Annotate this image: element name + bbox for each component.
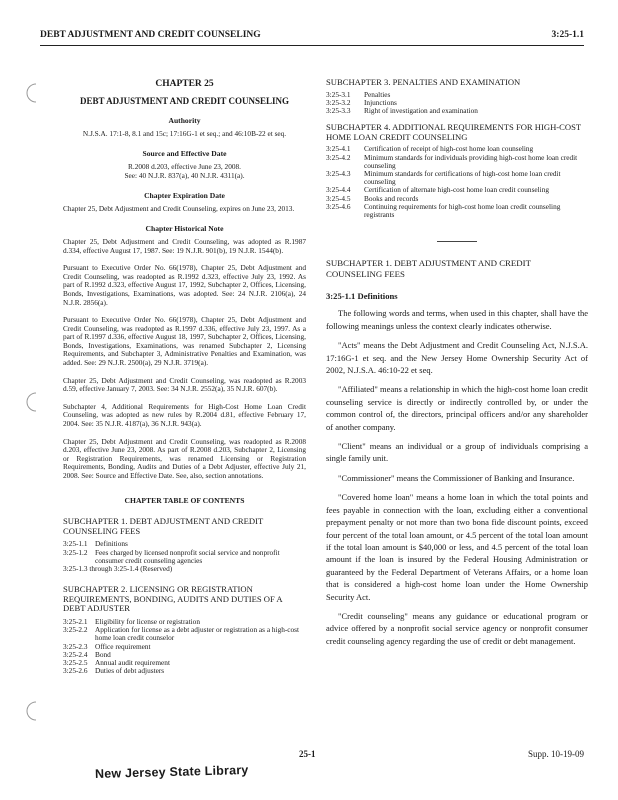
toc-heading: CHAPTER TABLE OF CONTENTS <box>124 495 245 505</box>
library-stamp: New Jersey State Library <box>94 762 249 782</box>
source-text-2: See: 40 N.J.R. 837(a), 40 N.J.R. 4311(a). <box>124 170 245 180</box>
history-paragraph: Subchapter 4, Additional Requirements for High-Cost Home Loan Credit Counseling, was adopted as new rules by R.2004 d.81, effective February 17, 2004. See: 35 N.J.R. 4187(a), 36 N.J.R. 943(a). <box>63 401 306 429</box>
expiration-heading: Chapter Expiration Date <box>144 191 225 201</box>
definition-paragraph: "Commissioner" means the Commissioner of Banking and Insurance. <box>338 472 575 483</box>
expiration-text: Chapter 25, Debt Adjustment and Credit Counseling, expires on June 23, 2013. <box>63 203 295 213</box>
definition-paragraph: "Covered home loan" means a home loan in which the total points and fees payable in connection with the loan, excluding either a conventional prepayment penalty or not more than two bona fide discount points, exceed four percent of the total loan amount, or 4.5 percent of the total loan amount if the total loan amount is $40,000 or less, and 4.5 percent of the total loan amount if the loan is insured by the Federal Housing Administration or guaranteed by the Federal Department of Veterans Affairs, or a home loan that is considered a high-cost home loan under the Home Ownership Security Act. <box>326 492 588 602</box>
punch-hole-top <box>22 82 42 104</box>
toc-entry: 3:25-2.4 Bond <box>63 649 111 659</box>
toc-entry: 3:25-2.2 Application for license as a debt adjuster or registration as a high-cost home loan credit counselor <box>63 625 300 643</box>
toc-subchapter-4-heading: SUBCHAPTER 4. ADDITIONAL REQUIREMENTS FOR HIGH-COST HOME LOAN CREDIT COUNSELING <box>326 122 581 142</box>
history-paragraph: Pursuant to Executive Order No. 66(1978), Chapter 25, Debt Adjustment and Credit Counseling, was readopted as R.1997 d.336, effective July 23, 1997. As a part of R.1997 d.336, effective August 18, 1997, Subchapter 2, Offices, Licensing, Bonds, Investigations, Examinations, was renamed Subchapter 2, Licensing Requirements, and Subchapter 3, Administrative Penalties and Examination, was added. See: 29 N.J.R. 2500(a), 29 N.J.R. 3719(a). <box>63 315 306 368</box>
punch-hole-middle <box>22 391 42 413</box>
definition-paragraph: "Credit counseling" means any guidance or educational program or advice offered by a nonprofit social service agency or nonprofit consumer credit counseling agency regarding the use of credit or debt management. <box>326 610 588 646</box>
running-header-section: 3:25-1.1 <box>551 30 584 40</box>
source-text-1: R.2008 d.203, effective June 23, 2008. <box>128 161 241 171</box>
source-heading: Source and Effective Date <box>142 149 227 159</box>
history-heading: Chapter Historical Note <box>145 224 224 234</box>
toc-subchapter-3-heading: SUBCHAPTER 3. PENALTIES AND EXAMINATION <box>326 77 521 87</box>
page-number: 25-1 <box>299 749 316 759</box>
history-paragraph: Pursuant to Executive Order No. 66(1978), Chapter 25, Debt Adjustment and Credit Counseling, was readopted as R.1992 d.323, effective July 23, 1992. As part of R.1992 d.323, effective August 17, 1992, Subchapter 2, Offices, Licensing, Bonds, Investigations, Examinations, was adopted. See: 24 N.J.R. 2106(a), 24 N.J.R. 2856(a). <box>63 263 306 307</box>
subchapter-1-heading: SUBCHAPTER 1. DEBT ADJUSTMENT AND CREDIT COUNSELING FEES <box>326 258 531 280</box>
left-column <box>63 78 306 675</box>
definition-paragraph: "Affiliated" means a relationship in which the high-cost home loan credit counseling service is directly or indirectly controlled by, or under the common control of, the directors, principal officers and/or any shareholder of another company. <box>326 384 588 432</box>
toc-subchapter-2-heading: SUBCHAPTER 2. LICENSING OR REGISTRATION REQUIREMENTS, BONDING, AUDITS AND DUTIES OF A DEBT ADJUSTER <box>63 584 283 614</box>
toc-entry: 3:25-2.1 Eligibility for license or registration <box>63 616 200 626</box>
toc-entry: 3:25-1.1 Definitions <box>63 539 128 549</box>
header-rule <box>40 45 584 46</box>
history-paragraph: Chapter 25, Debt Adjustment and Credit Counseling, was readopted as R.2003 d.59, effective January 7, 2003. See: 34 N.J.R. 2552(a), 35 N.J.R. 607(b). <box>63 375 306 394</box>
toc-entry: 3:25-3.2 Injunctions <box>326 97 397 107</box>
toc-subchapter-1-heading: SUBCHAPTER 1. DEBT ADJUSTMENT AND CREDIT COUNSELING FEES <box>63 516 264 536</box>
toc-entry: 3:25-4.1 Certification of receipt of high-cost home loan counseling <box>326 144 534 154</box>
chapter-number: CHAPTER 25 <box>155 79 214 89</box>
toc-entry-reserved: 3:25-1.3 through 3:25-1.4 (Reserved) <box>63 563 173 573</box>
toc-entry: 3:25-4.2 Minimum standards for individuals providing high-cost home loan credit counseling <box>326 152 578 170</box>
toc-entry: 3:25-3.3 Right of investigation and examination <box>326 106 478 115</box>
right-column <box>326 78 588 647</box>
definition-paragraph: "Client" means an individual or a group of individuals comprising a single family unit. <box>326 441 588 464</box>
authority-text: N.J.S.A. 17:1-8, 8.1 and 15c; 17:16G-1 et seq.; and 46:10B-22 et seq. <box>82 128 287 138</box>
toc-entry: 3:25-4.4 Certification of alternate high-cost home loan credit counseling <box>326 185 549 195</box>
toc-entry: 3:25-4.5 Books and records <box>326 193 419 203</box>
definition-paragraph: "Acts" means the Debt Adjustment and Credit Counseling Act, N.J.S.A. 17:16G-1 et seq. and the New Jersey Home Ownership Security Act of 2002, N.J.S.A. 46:10-22 et seq. <box>326 340 588 376</box>
toc-entry: 3:25-4.6 Continuing requirements for high-cost home loan credit counseling registrants <box>326 201 561 220</box>
toc-entry: 3:25-2.6 Duties of debt adjusters <box>63 666 165 676</box>
section-divider <box>437 241 477 242</box>
history-paragraph: Chapter 25, Debt Adjustment and Credit Counseling, was readopted as R.2008 d.203, effective June 23, 2008. As part of R.2008 d.203, Subchapter 2, Licensing or Registration Requirements, was renamed Licensing or Registration Requirements, Bonding, Audits and Duties of a Debt Adjuster, effective July 21, 2008. See: Source and Effective Date. See, also, section annotations. <box>63 436 306 480</box>
toc-entry: 3:25-4.3 Minimum standards for certifications of high-cost home loan credit counseling <box>326 169 561 187</box>
toc-entry: 3:25-2.5 Annual audit requirement <box>63 657 170 667</box>
history-paragraph: Chapter 25, Debt Adjustment and Credit Counseling, was adopted as R.1987 d.334, effective August 17, 1987. See: 19 N.J.R. 901(b), 19 N.J.R. 1544(b). <box>63 236 306 255</box>
toc-entry: 3:25-1.2 Fees charged by licensed nonprofit social service and nonprofit consumer credit counseling agencies <box>63 547 280 565</box>
toc-entry: 3:25-3.1 Penalties <box>326 89 391 99</box>
definition-paragraph: The following words and terms, when used in this chapter, shall have the following meanings unless the context clearly indicates otherwise. <box>326 308 588 331</box>
toc-entry: 3:25-2.3 Office requirement <box>63 641 151 651</box>
chapter-title: DEBT ADJUSTMENT AND CREDIT COUNSELING <box>79 95 290 106</box>
running-header-title: DEBT ADJUSTMENT AND CREDIT COUNSELING <box>40 30 261 40</box>
section-heading: 3:25-1.1 Definitions <box>326 290 398 301</box>
authority-heading: Authority <box>168 116 201 126</box>
supplement-date: Supp. 10-19-09 <box>528 749 584 759</box>
punch-hole-bottom <box>22 700 42 722</box>
running-header <box>40 30 584 44</box>
